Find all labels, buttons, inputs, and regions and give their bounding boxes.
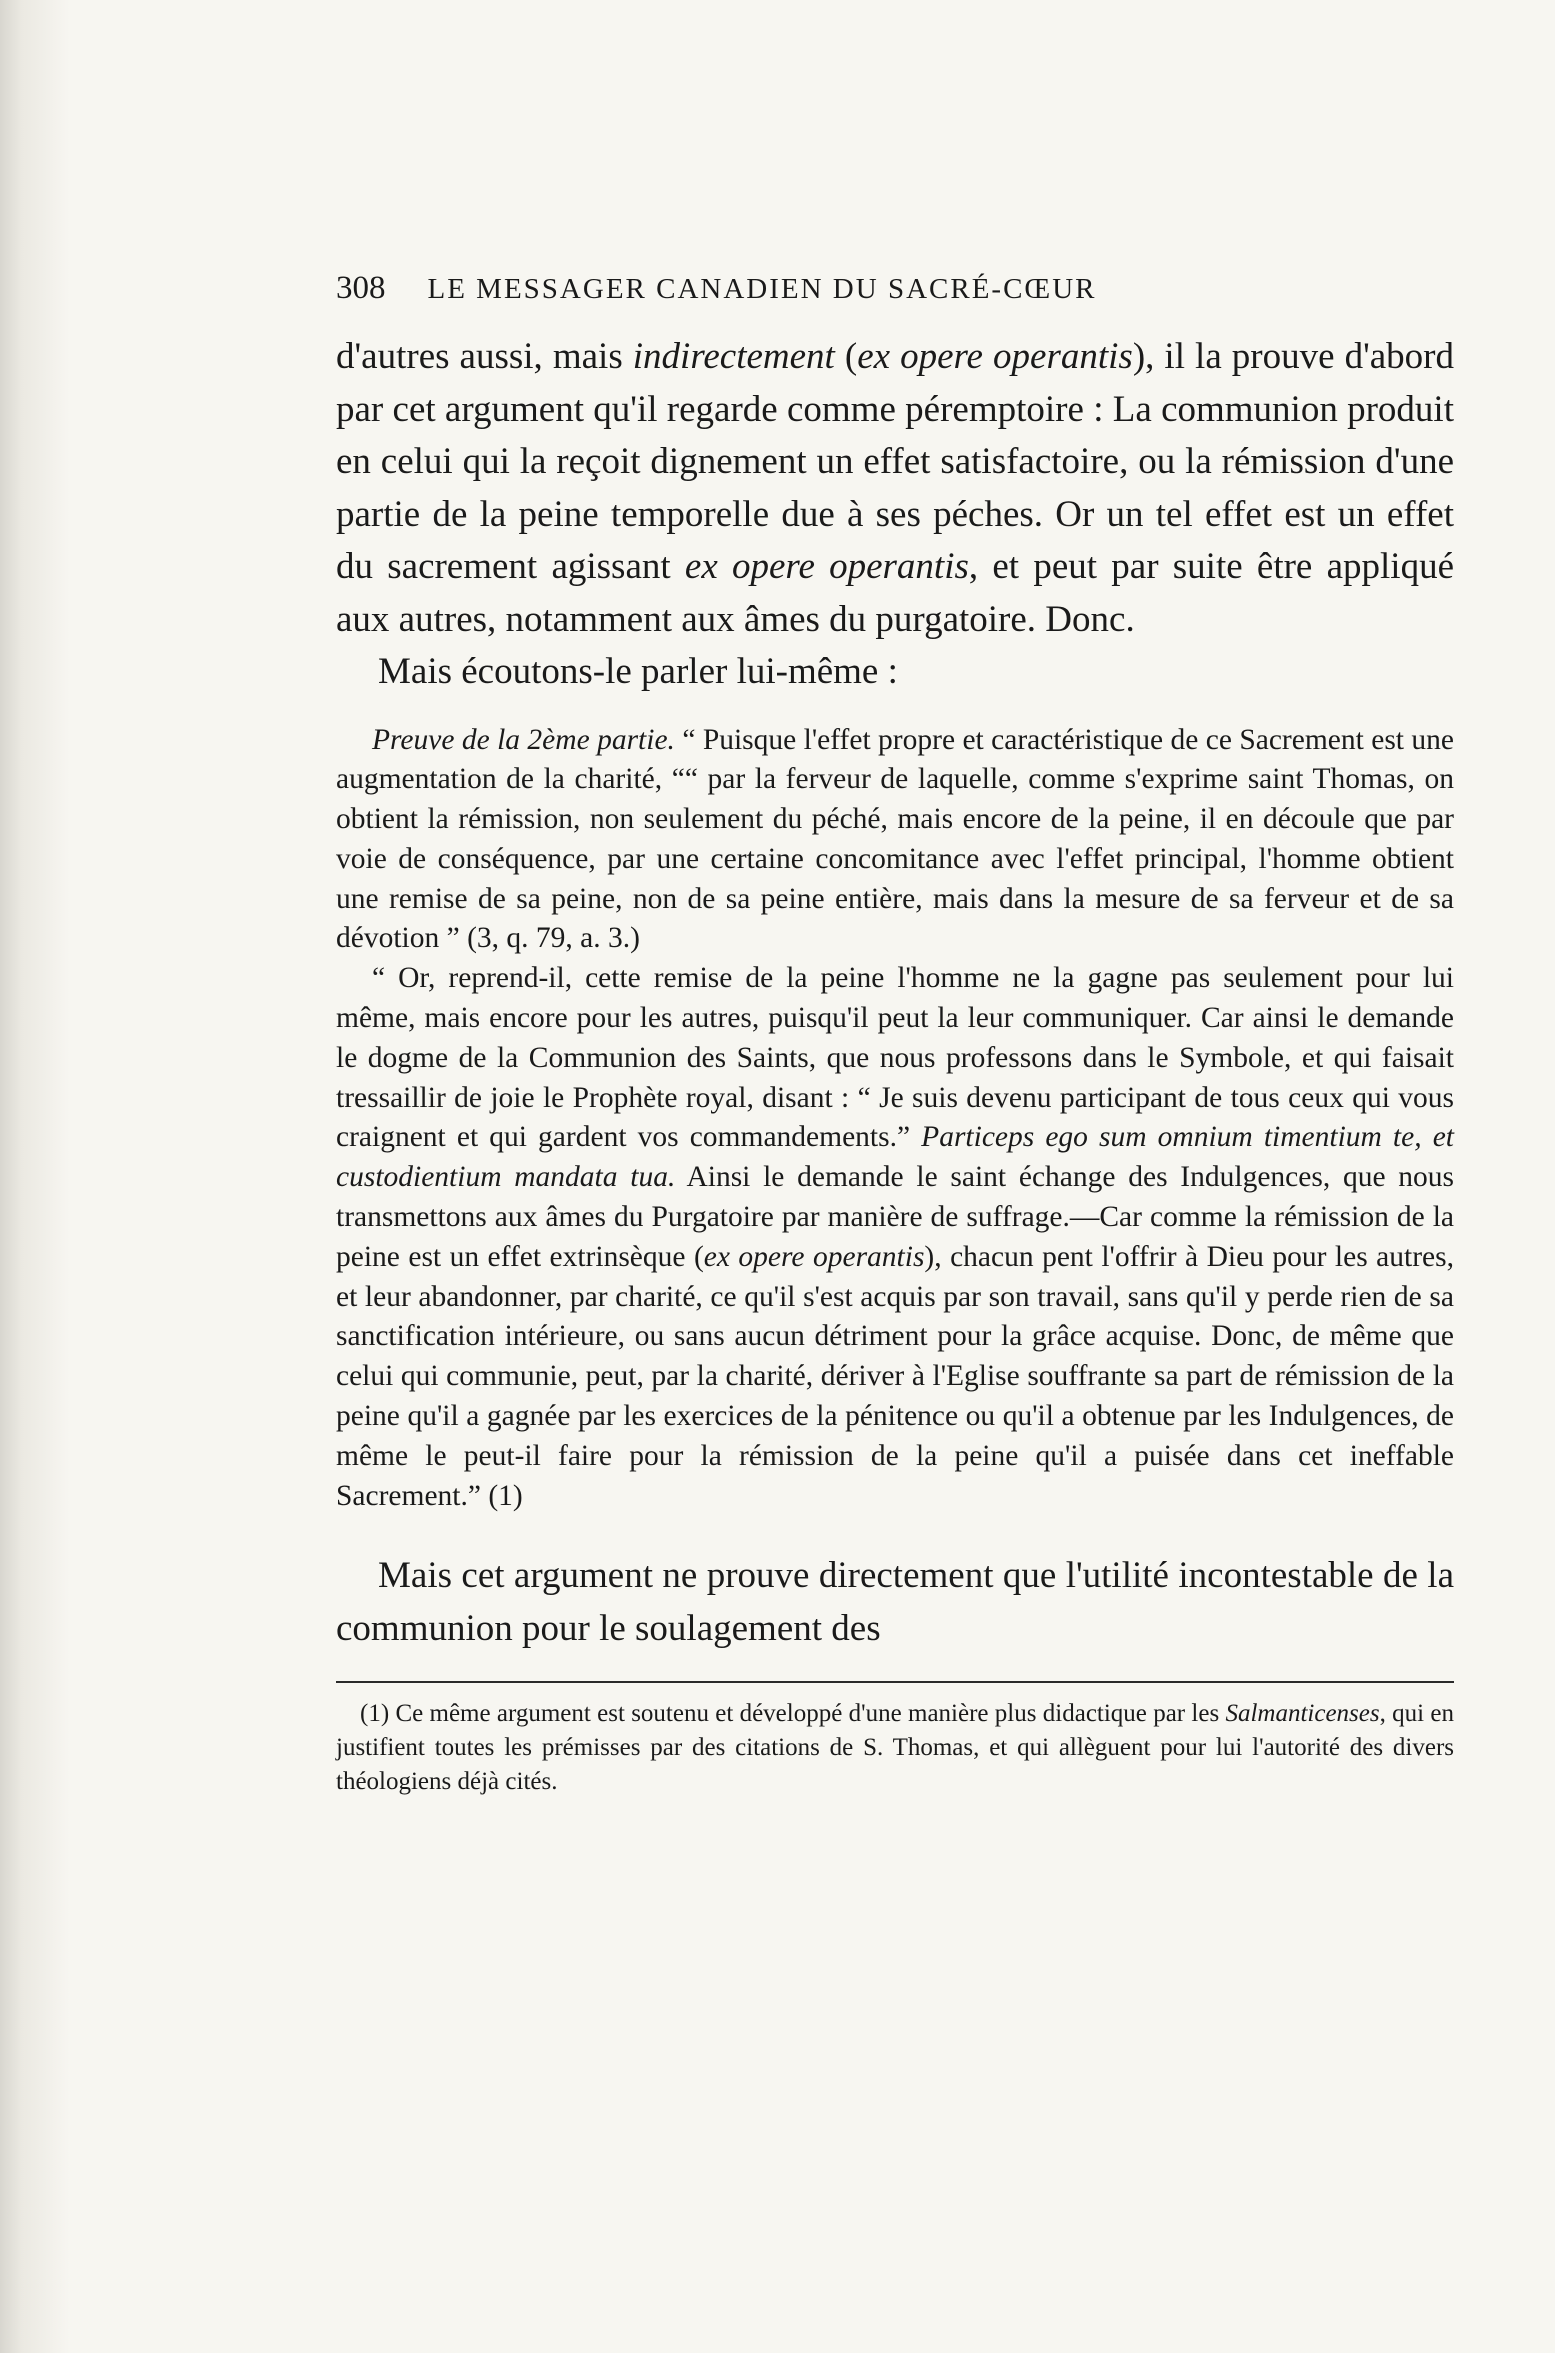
footnote-separator xyxy=(336,1681,1454,1683)
page-number: 308 xyxy=(336,270,386,306)
quote-paragraph-2 xyxy=(336,959,1454,1516)
text-run: “ Or, reprend-il, cette remise de la peine l'homme ne la gagne pas seulement pour lui même, mais encore pour les autres, puisqu'il peut la leur communiquer. Car ainsi le demande le dogme de la Communion des Saints, que nous professons dans le Symbole, et qui faisait tressaillir de joie le Prophète royal, disant : “ Je suis devenu participant de tous ceux qui vous craignent et qui gardent vos commandements.” xyxy=(336,962,1454,1154)
body-paragraph-2: Mais écoutons-le parler lui-même : xyxy=(378,651,898,692)
italic-run: indirectement xyxy=(632,336,835,377)
section-label: Preuve de la 2ème partie. xyxy=(372,723,675,756)
body-paragraph-1 xyxy=(336,331,1454,646)
italic-run: ex opere operantis xyxy=(703,1240,925,1273)
italic-run: ex opere operantis xyxy=(684,546,969,587)
body-paragraph-3: Mais cet argument ne prouve directement que l'utilité incontestable de la communion pour le soulagement des xyxy=(336,1555,1454,1649)
footnote xyxy=(336,1697,1454,1799)
text-run: (1) Ce même argument est soutenu et développé d'une manière plus didactique par les xyxy=(360,1700,1226,1728)
text-run: ( xyxy=(834,336,858,377)
italic-run: ex opere operantis xyxy=(857,336,1133,377)
text-run: ), il la prouve d'abord par cet argument qu'il regarde comme péremptoire : La communion produit en celui qui la reçoit dignement un effet satisfactoire, ou la rémission d'une partie de la peine temporelle due à ses péches. Or un tel effet est un effet du sacrement agissant xyxy=(336,336,1454,587)
italic-run: Salmanticenses xyxy=(1225,1700,1380,1728)
text-run: , qui en justifient toutes les prémisses par des citations de S. Thomas, et qui allèguent pour lui l'autorité des divers théologiens déjà cités. xyxy=(336,1700,1454,1796)
text-run: “ Puisque l'effet propre et caractéristique de ce Sacrement est une augmentation de la charité, ““ par la ferveur de laquelle, comme s'exprime saint Thomas, on obtient la rémission, non seulement du péché, mais encore de la peine, il en découle que par voie de conséquence, par une certaine concomitance avec l'effet principal, l'homme obtient une remise de sa peine, non de sa peine entière, mais dans la mesure de sa ferveur et de sa dévotion ” (3, q. 79, a. 3.) xyxy=(336,723,1454,955)
text-run: d'autres aussi, mais xyxy=(336,336,633,377)
running-title: LE MESSAGER CANADIEN DU SACRÉ-CŒUR xyxy=(427,273,1097,305)
running-header xyxy=(336,270,1454,307)
book-page xyxy=(336,270,1454,1799)
latin-citation: Particeps ego sum omnium timentium te, et custodientium mandata tua. xyxy=(336,1121,1454,1194)
page-edge-shadow xyxy=(0,0,70,2353)
text-run: ), chacun pent l'offrir à Dieu pour les autres, et leur abandonner, par charité, ce qu'il s'est acquis par son travail, sans qu'il y perde rien de sa sanctification intérieure, ou sans aucun détriment pour la grâce acquise. Donc, de même que celui qui communie, peut, par la charité, dériver à l'Eglise souffrante sa part de rémission de la peine qu'il a gagnée par les exercices de la pénitence ou qu'il a obtenue par les Indulgences, de même le peut-il faire pour la rémission de la peine qu'il a puisée dans cet ineffable Sacrement.” (1) xyxy=(336,1240,1454,1512)
quote-paragraph-1 xyxy=(336,721,1454,960)
text-run: , et peut par suite être appliqué aux autres, notamment aux âmes du purgatoire. Donc. xyxy=(336,546,1454,640)
text-run: Ainsi le demande le saint échange des Indulgences, que nous transmettons aux âmes du Purgatoire par manière de suffrage.—Car comme la rémission de la peine est un effet extrinsèque ( xyxy=(336,1161,1455,1273)
